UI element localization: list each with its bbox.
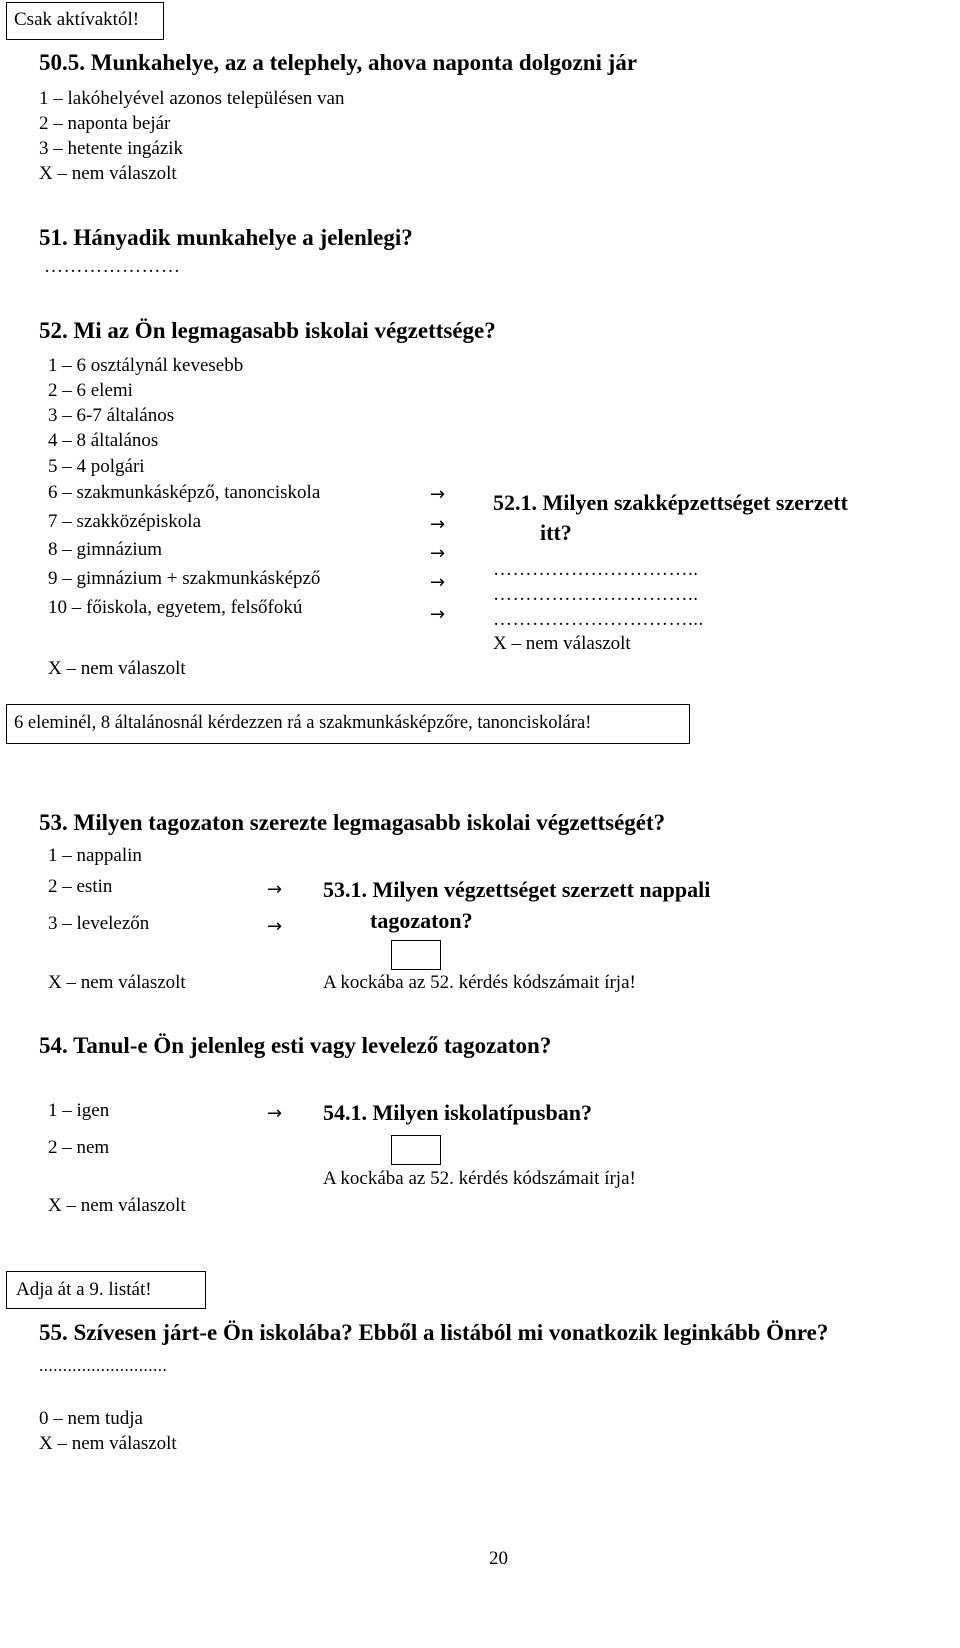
question-53-1-title: 53.1. Milyen végzettséget szerzett nappali [323,877,711,902]
q52-option-4: 4 – 8 általános [48,430,159,451]
q50-5-option-3: 3 – hetente ingázik [39,138,184,159]
arrow-icon: → [430,484,446,505]
arrow-icon: → [430,514,446,535]
q55-option-x: X – nem válaszolt [39,1433,177,1454]
question-53-title: 53. Milyen tagozaton szerezte legmagasabb iskolai végzettségét? [39,810,666,835]
q53-1-code-box[interactable] [391,940,441,970]
q52-option-7: 7 – szakközépiskola [48,511,202,532]
q54-option-2: 2 – nem [48,1137,110,1158]
q52-option-8: 8 – gimnázium [48,539,162,560]
q52-option-x: X – nem válaszolt [48,658,186,679]
arrow-icon: → [430,543,446,564]
arrow-icon: → [267,879,283,900]
q50-5-option-x: X – nem válaszolt [39,163,177,184]
q52-option-6: 6 – szakmunkásképző, tanonciskola [48,482,321,503]
instruction-52: 6 eleminél, 8 általánosnál kérdezzen rá a szakmunkásképzőre, tanonciskolára! [14,713,592,733]
page-number: 20 [489,1548,508,1569]
q52-1-answer-blank[interactable]: ………………………….. [493,559,699,580]
arrow-icon: → [430,604,446,625]
q50-5-option-2: 2 – naponta bejár [39,113,171,134]
q51-answer-blank[interactable]: ………………… [44,256,181,277]
arrow-icon: → [267,1103,283,1124]
question-54-1-title: 54.1. Milyen iskolatípusban? [323,1100,592,1125]
q53-option-x: X – nem válaszolt [48,972,186,993]
arrow-icon: → [267,916,283,937]
q54-option-1: 1 – igen [48,1100,110,1121]
question-52-title: 52. Mi az Ön legmagasabb iskolai végzettsége? [39,318,496,343]
q52-1-option-x: X – nem válaszolt [493,633,631,654]
q52-1-answer-blank[interactable]: …………………………... [493,609,704,630]
arrow-icon: → [430,572,446,593]
q52-option-1: 1 – 6 osztálynál kevesebb [48,355,244,376]
question-55-title: 55. Szívesen járt-e Ön iskolába? Ebből a listából mi vonatkozik leginkább Önre? [39,1320,829,1345]
q52-option-2: 2 – 6 elemi [48,380,133,401]
q50-5-option-1: 1 – lakóhelyével azonos településen van [39,88,345,109]
question-51-title: 51. Hányadik munkahelye a jelenlegi? [39,225,413,250]
q55-option-0: 0 – nem tudja [39,1408,143,1429]
q53-option-2: 2 – estin [48,876,113,897]
q52-option-5: 5 – 4 polgári [48,456,145,477]
q53-1-note: A kockába az 52. kérdés kódszámait írja! [323,972,636,993]
q54-1-note: A kockába az 52. kérdés kódszámait írja! [323,1168,636,1189]
q52-option-10: 10 – főiskola, egyetem, felsőfokú [48,597,303,618]
question-53-1-title-cont: tagozaton? [370,908,473,933]
question-54-title: 54. Tanul-e Ön jelenleg esti vagy levelező tagozaton? [39,1033,552,1058]
question-52-1-title: 52.1. Milyen szakképzettséget szerzett [493,490,848,515]
q52-option-9: 9 – gimnázium + szakmunkásképző [48,568,321,589]
question-52-1-title-cont: itt? [540,520,572,545]
q52-option-3: 3 – 6-7 általános [48,405,175,426]
question-50-5-title: 50.5. Munkahelye, az a telephely, ahova naponta dolgozni jár [39,50,638,75]
q53-option-3: 3 – levelezőn [48,913,150,934]
instruction-handover: Adja át a 9. listát! [16,1279,152,1300]
q52-1-answer-blank[interactable]: ………………………….. [493,584,699,605]
q54-1-code-box[interactable] [391,1135,441,1165]
instruction-active-only: Csak aktívaktól! [14,9,140,30]
q54-option-x: X – nem válaszolt [48,1195,186,1216]
q55-answer-blank[interactable]: ........................... [39,1356,168,1375]
q53-option-1: 1 – nappalin [48,845,142,866]
